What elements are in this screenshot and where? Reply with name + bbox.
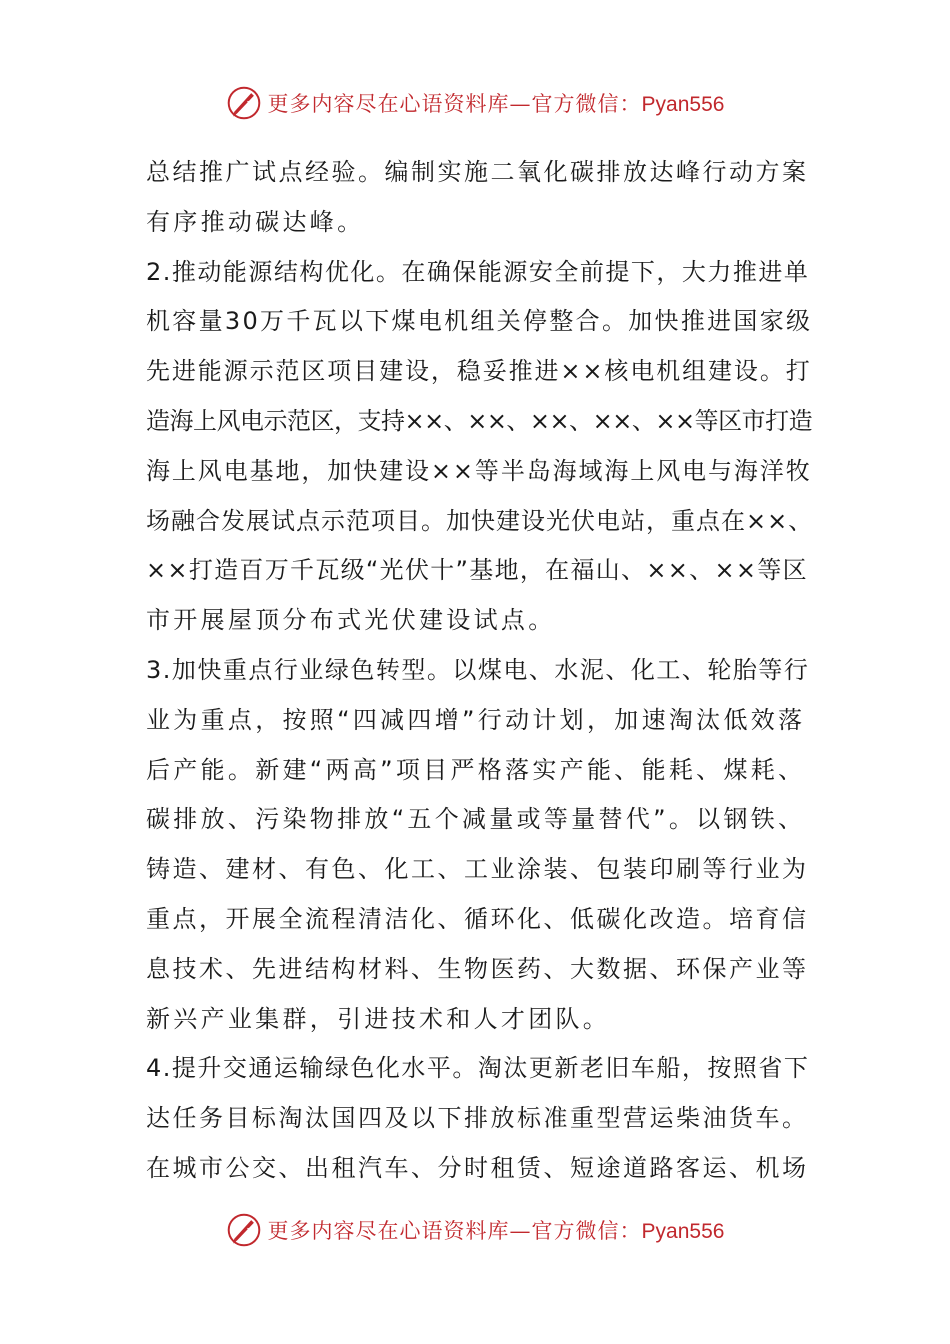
text-line: 碳排放、污染物排放“五个减量或等量替代”。以钢铁、 [146,805,806,834]
watermark-label: 更多内容尽在心语资料库—官方微信： [267,92,642,116]
text-line: 机容量30万千瓦以下煤电机组关停整合。加快推进国家级 [146,307,813,336]
document-body [146,148,812,1194]
text-line: 重点，开展全流程清洁化、循环化、低碳化改造。培育信 [146,904,809,933]
text-line: 新兴产业集群，引进技术和人才团队。 [146,1004,611,1033]
text-line: 2.推动能源结构优化。在确保能源安全前提下，大力推进单 [146,257,810,286]
text-line: 总结推广试点经验。编制实施二氧化碳排放达峰行动方案 [146,158,809,186]
header-watermark [0,81,950,125]
quill-logo-icon [226,85,262,121]
text-line: 业为重点，按照“四减四增”行动计划，加速淘汰低效落 [146,705,806,734]
watermark-text [268,88,725,118]
text-line: ××打造百万千瓦级“光伏十”基地，在福山、××、××等区 [146,556,808,585]
footer-watermark [0,1208,950,1252]
text-line: 场融合发展试点示范项目。加快建设光伏电站，重点在××、 [146,506,814,535]
text-line: 先进能源示范区项目建设，稳妥推进××核电机组建设。打 [146,357,812,386]
watermark-label: 更多内容尽在心语资料库—官方微信： [267,1219,642,1243]
quill-logo-icon [226,1212,262,1248]
watermark-handle: Pyan556 [641,93,725,116]
text-line: 海上风电基地，加快建设××等半岛海域海上风电与海洋牧 [146,456,812,485]
text-line: 铸造、建材、有色、化工、工业涂装、包装印刷等行业为 [146,855,809,884]
text-line: 息技术、先进结构材料、生物医药、大数据、环保产业等 [146,954,809,983]
text-line: 3.加快重点行业绿色转型。以煤电、水泥、化工、轮胎等行 [146,655,810,684]
text-line: 4.提升交通运输绿色化水平。淘汰更新老旧车船，按照省下 [146,1054,810,1083]
text-line: 市开展屋顶分布式光伏建设试点。 [146,606,556,635]
text-line: 造海上风电示范区，支持××、××、××、××、××等区市打造 [146,406,813,435]
text-line: 在城市公交、出租汽车、分时租赁、短途道路客运、机场 [146,1153,809,1182]
text-line: 达任务目标淘汰国四及以下排放标准重型营运柴油货车。 [146,1104,809,1133]
text-line: 后产能。新建“两高”项目严格落实产能、能耗、煤耗、 [146,755,806,784]
text-line: 有序推动碳达峰。 [146,207,365,236]
watermark-text [268,1215,725,1245]
watermark-handle: Pyan556 [641,1220,725,1243]
